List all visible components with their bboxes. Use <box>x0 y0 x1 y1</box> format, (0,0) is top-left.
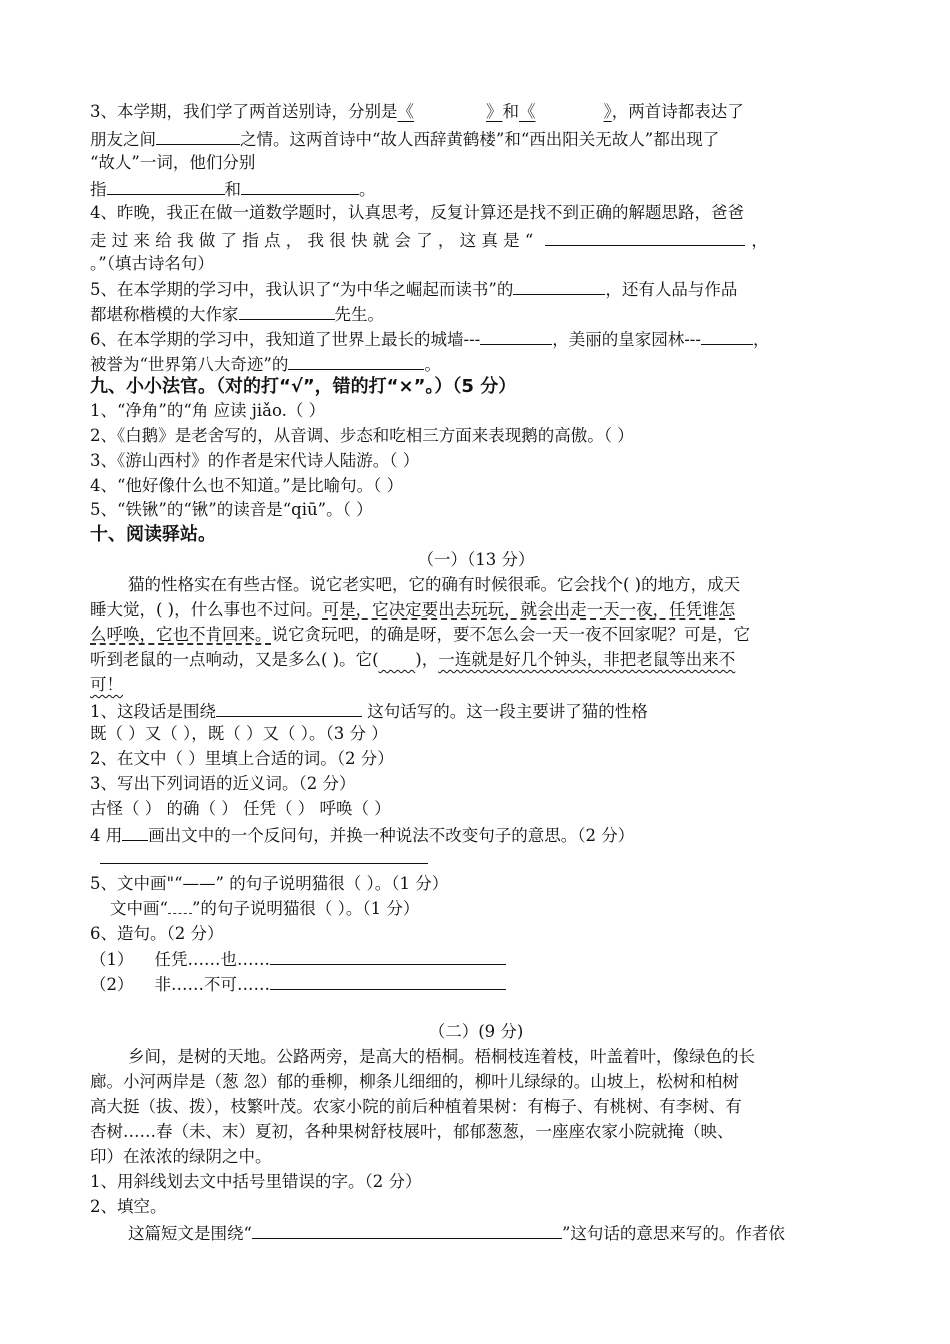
p1-q5-line-1: 5、文中画"“——” 的句子说明猫很（ ）。（1 分） <box>90 874 449 893</box>
p1-q1-line-2: 既（ ）又（ ），既（ ）又（ ）。（3 分 ） <box>90 724 388 743</box>
q4-blank-poem-line[interactable] <box>545 227 745 246</box>
p1-q6-item-1: （1） 任凭……也…… <box>90 946 862 970</box>
q5-line-1: 5、在本学期的学习中，我认识了“为中华之崛起而读书”的 ，还有人品与作品 <box>90 276 862 300</box>
q5-blank-writer[interactable] <box>239 301 335 320</box>
passage-2-line-3: 高大挺（拔、拨），枝繁叶茂。农家小院的前后种植着果树：有梅子、有桃树、有李树、有 <box>90 1097 742 1116</box>
passage-2-line-5: 印）在浓浓的绿阴之中。 <box>90 1147 272 1166</box>
q3-line-3: “故人”一词，他们分别 <box>90 153 256 172</box>
q6-line-2: 被誉为“世界第八大奇迹”的 。 <box>90 351 862 375</box>
q4-line-2: 走 过 来 给 我 做 了 指 点 ， 我 很 快 就 会 了 ， 这 真 是 “ ， <box>90 227 862 251</box>
passage-1-line-3: 么呼唤，它也不肯回来。说它贪玩吧，的确是呀，要不怎么会一天一夜不回家呢？可是，它 <box>90 625 750 644</box>
passage-2-heading: （二）(9 分) <box>428 1022 524 1041</box>
p1-q4: 4 用 画出文中的一个反问句，并换一种说法不改变句子的意思。（2 分） <box>90 822 862 846</box>
q3-blank-guren-2[interactable] <box>241 176 359 195</box>
q4-line-3: 。”（填古诗名句） <box>90 254 214 273</box>
passage-2-line-1: 乡间，是树的天地。公路两旁，是高大的梧桐。梧桐枝连着枝，叶盖着叶，像绿色的长 <box>128 1047 755 1066</box>
passage-1-line-4: 听到老鼠的一点响动，又是多么( )。它( )，一连就是好几个钟头，非把老鼠等出来不 <box>90 650 736 669</box>
sec9-item-3: 3、《游山西村》的作者是宋代诗人陆游。（ ） <box>90 451 420 470</box>
passage-1-underlined-sentence-b: 么呼唤，它也不肯回来。 <box>90 625 272 644</box>
p1-q4-line-sample <box>122 822 148 841</box>
sec9-item-5: 5、“铁锹”的“锹”的读音是“qiū”。（ ） <box>90 500 373 519</box>
sec9-item-1: 1、“净角”的“角 应读 jiǎo.（ ） <box>90 401 326 420</box>
q5-line-2: 都堪称楷模的大作家 先生。 <box>90 301 862 325</box>
p2-q2-line: 这篇短文是围绕“ ”这句话的意思来写的。作者依 <box>90 1220 862 1244</box>
q3-blank-poem-2[interactable]: 《 》 <box>519 102 612 121</box>
q3-blank-guren-1[interactable] <box>107 176 225 195</box>
wavy-line-sample <box>168 901 192 914</box>
p1-q1-line-1: 1、这段话是围绕 这句话写的。这一段主要讲了猫的性格 <box>90 698 862 722</box>
p1-q1-blank[interactable] <box>216 698 362 717</box>
p1-q4-answer-line[interactable] <box>100 862 428 864</box>
p1-q6-item-2: （2） 非……不可…… <box>90 971 862 995</box>
section-9-title: 九、小小法官。（对的打“√”，错的打“×”。）（5 分） <box>90 376 517 397</box>
p1-q3: 3、写出下列词语的近义词。（2 分） <box>90 774 356 793</box>
q3-line-2: 朋友之间 之情。这两首诗中“故人西辞黄鹤楼”和“西出阳关无故人”都出现了 <box>90 126 862 150</box>
passage-1-wavy-sentence: 一连就是好几个钟头，非把老鼠等出来不 <box>438 650 736 669</box>
p1-q6-blank-2[interactable] <box>270 971 506 990</box>
q6-line-1: 6、在本学期的学习中，我知道了世界上最长的城墙--- ，美丽的皇家园林--- ， <box>90 326 862 350</box>
p1-q3-words: 古怪（ ） 的确（ ） 任凭（ ） 呼唤（ ） <box>90 799 391 818</box>
passage-1-line-1: 猫的性格实在有些古怪。说它老实吧，它的确有时候很乖。它会找个( )的地方，成天 <box>128 575 741 594</box>
passage-1-line-5: 可！ <box>90 675 123 694</box>
passage-2-line-2: 廊。小河两岸是（葱 忽）郁的垂柳，柳条儿细细的，柳叶儿绿绿的。山坡上，松树和柏树 <box>90 1072 739 1091</box>
passage-1-wavy-blank[interactable] <box>379 650 416 669</box>
p1-q6: 6、造句。（2 分） <box>90 924 224 943</box>
passage-2-line-4: 杏树……春（未、末）夏初，各种果树舒枝展叶，郁郁葱葱，一座座农家小院就掩（映、 <box>90 1122 734 1141</box>
p1-q6-blank-1[interactable] <box>270 946 506 965</box>
q6-blank-garden[interactable] <box>701 326 753 345</box>
q3-line-4: 指 和 。 <box>90 176 862 200</box>
passage-1-line-2: 睡大觉，( )，什么事也不过问。可是，它决定要出去玩玩，就会出走一天一夜，任凭谁怎 <box>90 600 736 619</box>
p1-q5-line-2: 文中画“ ”的句子说明猫很（ ）。（1 分） <box>110 899 420 918</box>
p2-q1: 1、用斜线划去文中括号里错误的字。（2 分） <box>90 1172 422 1191</box>
p1-q2: 2、在文中（ ）里填上合适的词。（2 分） <box>90 749 394 768</box>
q4-line-1: 4、昨晚，我正在做一道数学题时，认真思考，反复计算还是找不到正确的解题思路，爸爸 <box>90 203 744 222</box>
p2-q2-blank[interactable] <box>252 1220 562 1239</box>
section-10-title: 十、阅读驿站。 <box>90 524 216 545</box>
q3-text: 3、本学期，我们学了两首送别诗，分别是 <box>90 102 398 121</box>
passage-1-underlined-sentence-a: 可是，它决定要出去玩玩，就会出走一天一夜，任凭谁怎 <box>322 600 736 619</box>
q6-blank-wall[interactable] <box>480 326 552 345</box>
q3-and: 和 <box>502 102 519 121</box>
q5-blank-person[interactable] <box>513 276 605 295</box>
q6-blank-wonder[interactable] <box>288 351 424 370</box>
q3-text-end: ，两首诗都表达了 <box>611 102 744 121</box>
p2-q2: 2、填空。 <box>90 1197 167 1216</box>
sec9-item-2: 2、《白鹅》是老舍写的，从音调、步态和吃相三方面来表现鹅的高傲。（ ） <box>90 426 634 445</box>
q3-blank-feeling[interactable] <box>156 126 240 145</box>
sec9-item-4: 4、“他好像什么也不知道。”是比喻句。（ ） <box>90 476 404 495</box>
q3-line-1 <box>90 100 862 124</box>
passage-1-heading: （一）（13 分） <box>417 550 535 569</box>
q3-blank-poem-1[interactable]: 《 》 <box>397 102 503 121</box>
